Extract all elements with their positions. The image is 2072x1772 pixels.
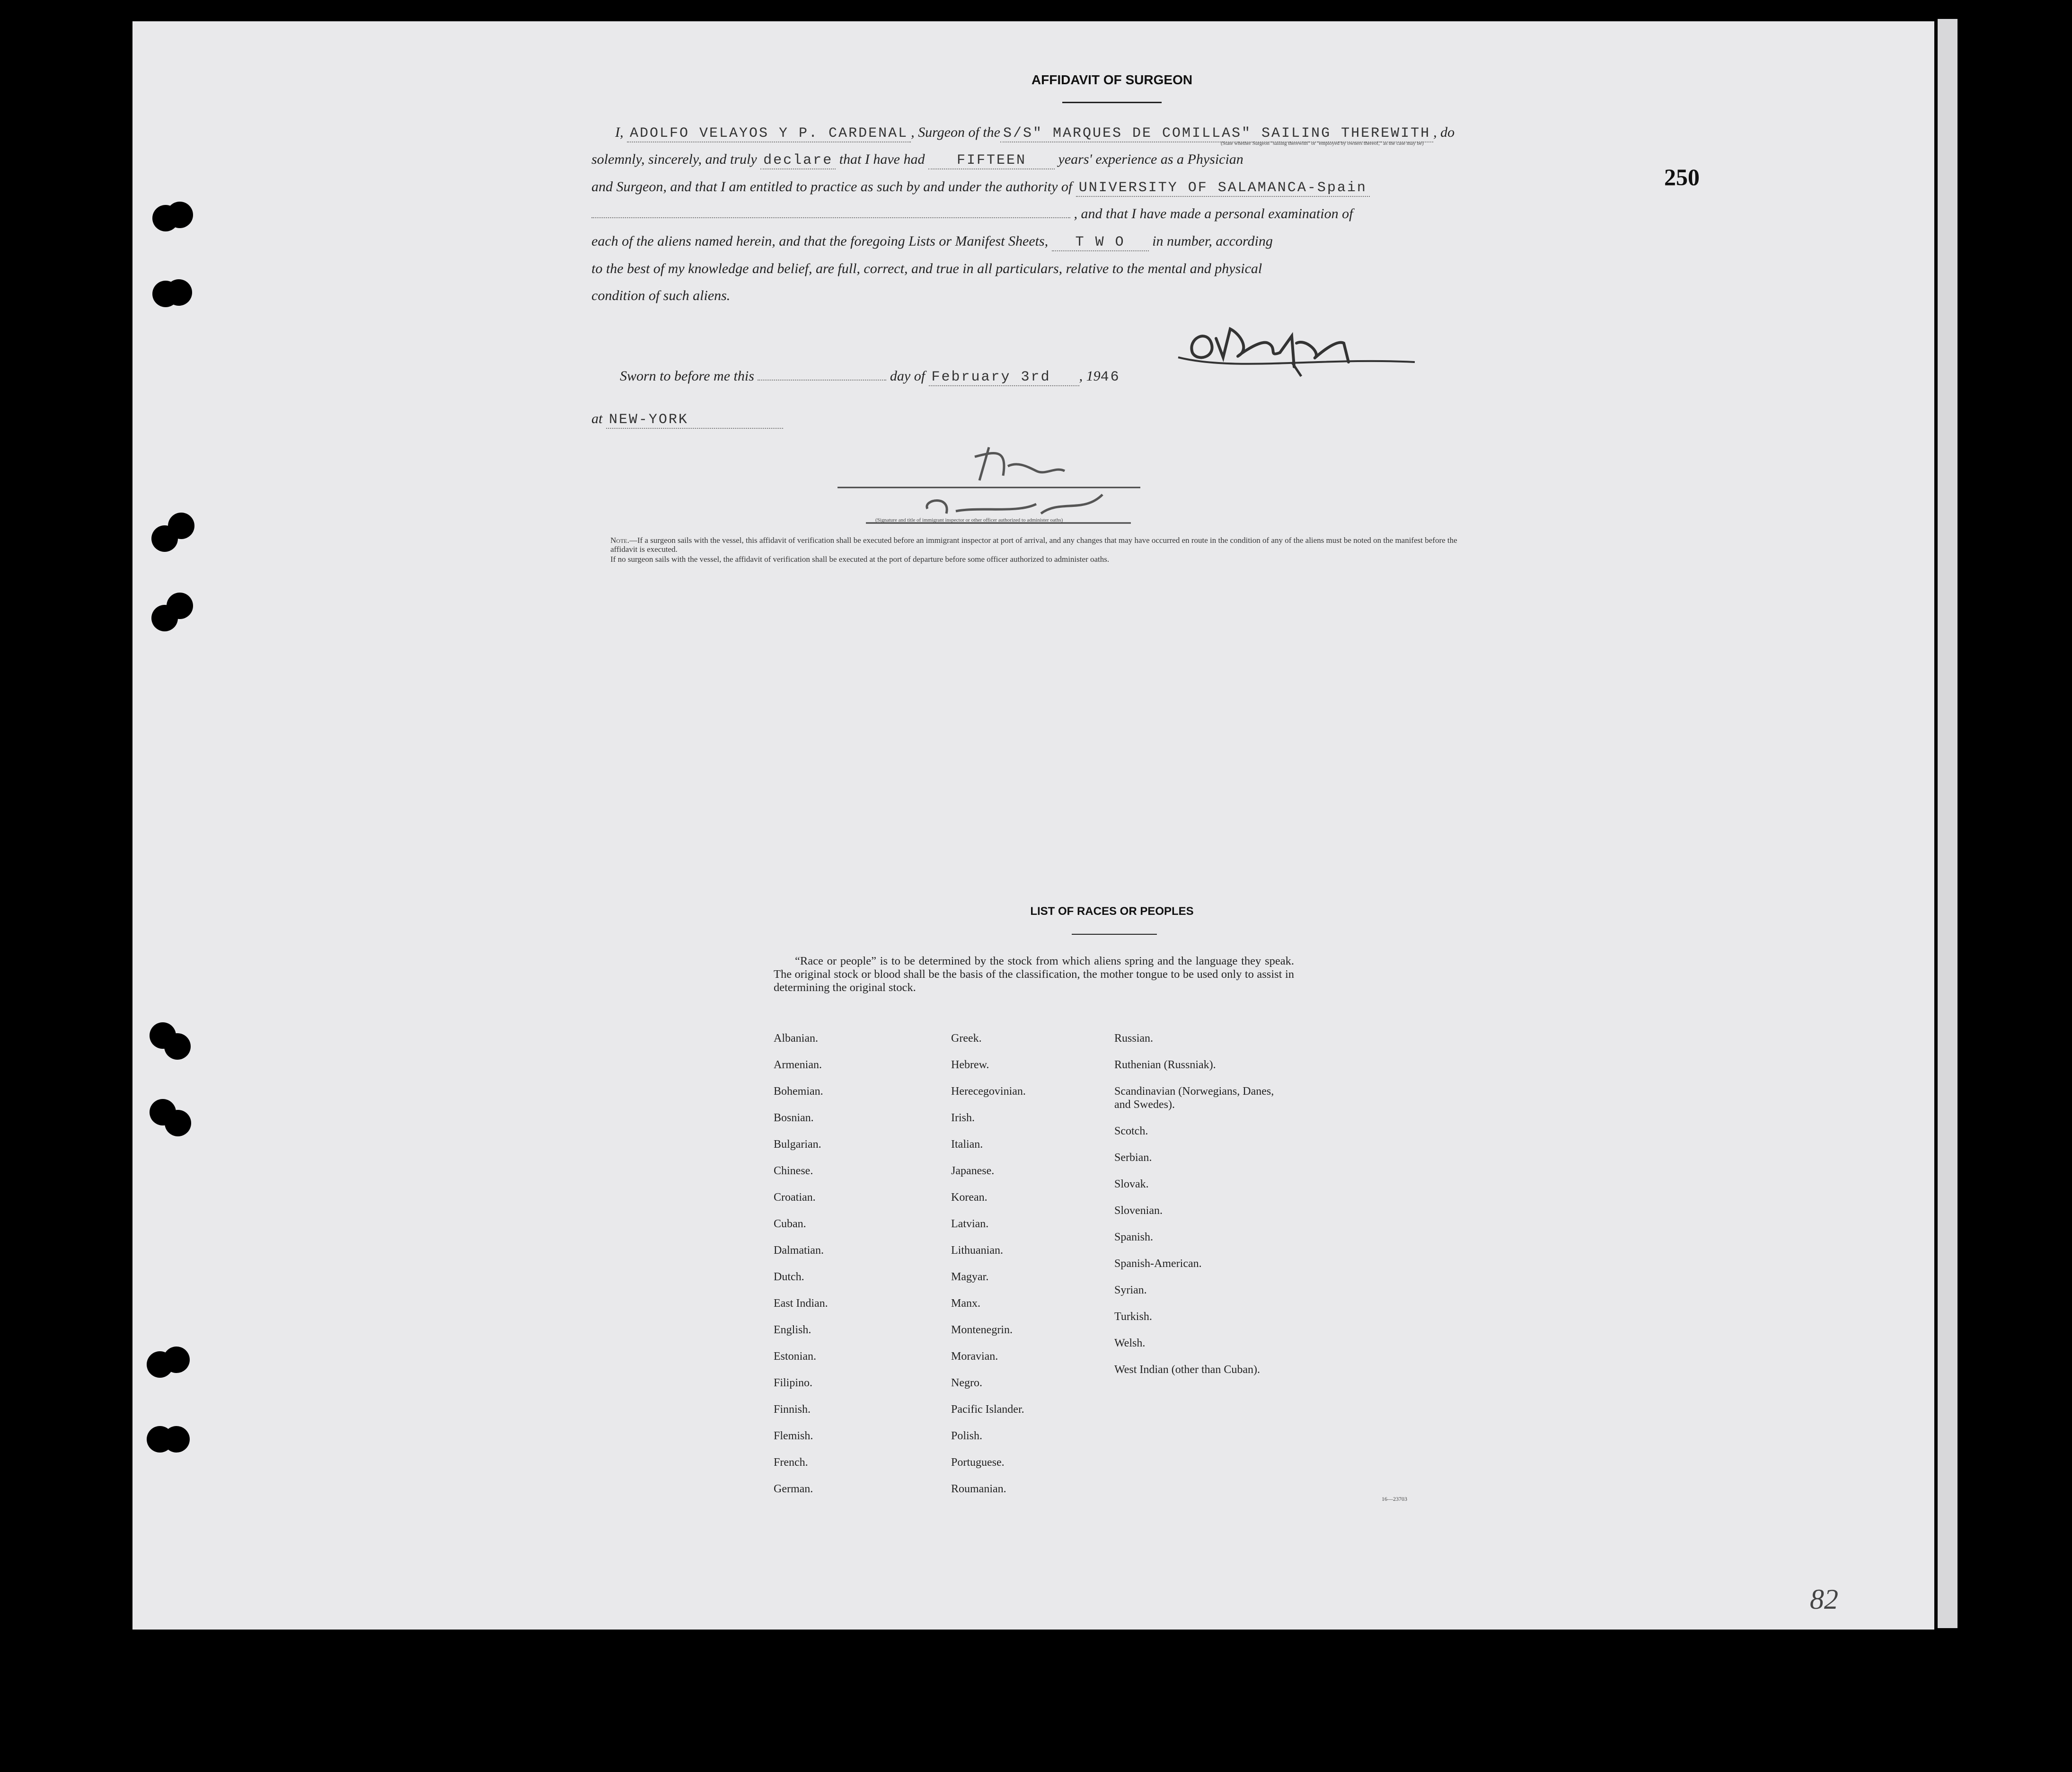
race-item: Korean.: [951, 1191, 988, 1204]
blank-line: [591, 217, 1070, 218]
text: in number, according: [1152, 233, 1273, 249]
years-field: FIFTEEN: [928, 152, 1055, 169]
race-item: Moravian.: [951, 1350, 998, 1363]
race-item: Flemish.: [774, 1430, 813, 1442]
binder-hole: [163, 1426, 190, 1453]
race-item: Dutch.: [774, 1271, 804, 1283]
handwritten-corner-mark: 82: [1810, 1584, 1838, 1615]
text: , Surgeon of the: [911, 124, 1000, 140]
race-item: Turkish.: [1114, 1311, 1152, 1323]
binder-hole: [167, 202, 193, 228]
text: to the best of my knowledge and belief, are full, correct, and true in all particulars, relative to the mental and physical: [591, 261, 1262, 276]
race-item: Portuguese.: [951, 1456, 1005, 1469]
race-item: Dalmatian.: [774, 1244, 824, 1257]
race-item: Cuban.: [774, 1218, 806, 1230]
races-intro: [774, 955, 1294, 994]
text: years' experience as a Physician: [1058, 151, 1243, 167]
text: , do: [1433, 124, 1455, 140]
race-item: Bosnian.: [774, 1112, 814, 1124]
text: that I have had: [839, 151, 925, 167]
race-item: Armenian.: [774, 1059, 822, 1071]
race-item: German.: [774, 1483, 813, 1495]
race-item: Welsh.: [1114, 1337, 1146, 1349]
text: day of: [890, 368, 926, 384]
races-intro-text: “Race or people” is to be determined by the stock from which aliens spring and the language they speak. The original stock or blood shall be the basis of the classification, the mother tongue to be used only to assist in determining the original stock.: [774, 955, 1294, 994]
race-item: Russian.: [1114, 1032, 1154, 1045]
race-item: Albanian.: [774, 1032, 818, 1045]
races-column-3: [1114, 1032, 1304, 1403]
binder-hole: [164, 1033, 191, 1060]
form-number: 16—23703: [1382, 1496, 1407, 1502]
race-item: Finnish.: [774, 1403, 811, 1416]
text: , and that I have made a personal examination of: [1074, 206, 1353, 222]
text: condition of such aliens.: [591, 288, 731, 303]
binder-hole: [167, 593, 193, 619]
text: , 19: [1079, 368, 1101, 384]
race-item: Syrian.: [1114, 1284, 1147, 1296]
surgeon-status-caption: (State whether Surgeon "sailing therewith" or "employed by owners thereof," as the case may be): [1221, 141, 1424, 146]
affidavit-line-1: [615, 124, 1481, 142]
race-item: Hebrew.: [951, 1059, 989, 1071]
page-number: 250: [1664, 164, 1700, 190]
note-paragraph-2: [610, 555, 1472, 564]
title-underline: [1062, 102, 1162, 103]
race-item: Italian.: [951, 1138, 983, 1151]
race-item: Scandinavian (Norwegians, Danes, and Swedes).: [1114, 1085, 1274, 1111]
binder-hole: [165, 1110, 191, 1136]
binder-hole: [168, 513, 194, 539]
document-page: [132, 21, 1934, 1630]
text: I,: [615, 124, 624, 140]
declaration-field: declare: [760, 152, 836, 169]
race-item: French.: [774, 1456, 808, 1469]
race-item: Ruthenian (Russniak).: [1114, 1059, 1216, 1071]
note-text-2: If no surgeon sails with the vessel, the affidavit of verification shall be executed at the port of departure before some officer authorized to administer oaths.: [610, 555, 1110, 564]
race-item: Croatian.: [774, 1191, 816, 1204]
race-item: Spanish-American.: [1114, 1258, 1202, 1270]
races-title-underline: [1072, 934, 1157, 935]
race-item: Manx.: [951, 1297, 980, 1310]
race-item: Serbian.: [1114, 1152, 1152, 1164]
note-text-1: —If a surgeon sails with the vessel, this affidavit of verification shall be executed before an immigrant inspector at port of arrival, and any changes that may have occurred en route in the condition of any of the aliens must be noted on the manifest before the affidavit is executed.: [610, 536, 1457, 554]
inspector-signature: [838, 419, 1216, 542]
race-item: Slovenian.: [1114, 1205, 1163, 1217]
race-item: Bohemian.: [774, 1085, 823, 1098]
sworn-date-field: February 3rd: [929, 369, 1079, 386]
vessel-field: S/S" MARQUES DE COMILLAS" SAILING THEREWITH: [1000, 125, 1433, 142]
race-item: Scotch.: [1114, 1125, 1148, 1137]
race-item: Bulgarian.: [774, 1138, 821, 1151]
affidavit-line-2: [591, 151, 1457, 168]
race-item: Slovak.: [1114, 1178, 1149, 1190]
race-item: Chinese.: [774, 1165, 813, 1177]
race-item: Polish.: [951, 1430, 983, 1442]
race-item: Latvian.: [951, 1218, 989, 1230]
race-item: Lithuanian.: [951, 1244, 1003, 1257]
race-item: Estonian.: [774, 1350, 816, 1363]
race-item: West Indian (other than Cuban).: [1114, 1364, 1260, 1376]
affidavit-line-5: [591, 233, 1457, 250]
inspector-caption: (Signature and title of immigrant inspector or other officer authorized to administer oaths): [875, 517, 1063, 523]
blank-day: [758, 380, 886, 381]
text: Sworn to before me this: [620, 368, 754, 384]
race-item: Greek.: [951, 1032, 982, 1045]
note-paragraph-1: [610, 536, 1472, 554]
binder-hole: [163, 1347, 190, 1373]
binder-hole: [166, 279, 192, 306]
location-field: NEW-YORK: [606, 412, 783, 429]
race-item: Pacific Islander.: [951, 1403, 1024, 1416]
sheets-count-field: T W O: [1052, 234, 1149, 251]
surgeon-name-field: ADOLFO VELAYOS Y P. CARDENAL: [627, 125, 911, 142]
race-item: East Indian.: [774, 1297, 828, 1310]
race-item: Herecegovinian.: [951, 1085, 1026, 1098]
text: at: [591, 411, 603, 426]
affidavit-line-3: [591, 179, 1457, 196]
race-item: Spanish.: [1114, 1231, 1154, 1243]
affidavit-title: AFFIDAVIT OF SURGEON: [1031, 72, 1193, 87]
race-item: Japanese.: [951, 1165, 995, 1177]
races-column-2: [951, 1032, 1026, 1509]
text: solemnly, sincerely, and truly: [591, 151, 757, 167]
authority-field: UNIVERSITY OF SALAMANCA-Spain: [1076, 180, 1370, 197]
sworn-line: [620, 368, 1486, 385]
affidavit-line-4: [591, 206, 1457, 222]
affidavit-line-7: [591, 288, 1457, 304]
race-item: English.: [774, 1324, 811, 1336]
race-item: Montenegrin.: [951, 1324, 1013, 1336]
race-item: Filipino.: [774, 1377, 813, 1389]
race-item: Irish.: [951, 1112, 975, 1124]
sworn-year-field: 46: [1100, 369, 1120, 385]
text: and Surgeon, and that I am entitled to practice as such by and under the authority of: [591, 179, 1073, 195]
race-item: Roumanian.: [951, 1483, 1006, 1495]
film-edge-strip: [1938, 19, 1957, 1628]
text: each of the aliens named herein, and that the foregoing Lists or Manifest Sheets,: [591, 233, 1049, 249]
note-label: Note.: [610, 536, 629, 545]
race-item: Negro.: [951, 1377, 982, 1389]
affidavit-line-6: [591, 261, 1457, 277]
races-column-1: [774, 1032, 828, 1509]
races-title: LIST OF RACES OR PEOPLES: [1030, 905, 1194, 918]
race-item: Magyar.: [951, 1271, 989, 1283]
